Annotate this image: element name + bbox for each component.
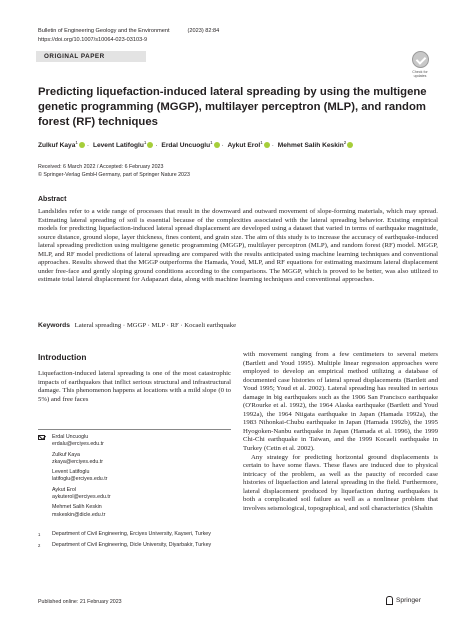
affiliation-number: 1 xyxy=(38,532,41,537)
copyright-line: © Springer-Verlag GmbH Germany, part of Springer Nature 2023 xyxy=(38,172,190,179)
orcid-icon[interactable] xyxy=(79,142,85,148)
publisher-name: Springer xyxy=(396,597,421,604)
contact xyxy=(52,469,111,484)
author-affiliation-ref: 1 xyxy=(75,140,78,145)
check-updates-line2: updates xyxy=(413,74,427,79)
author-separator: · xyxy=(271,142,274,150)
abstract-heading: Abstract xyxy=(38,196,67,203)
contact xyxy=(52,434,111,449)
author[interactable] xyxy=(161,142,219,149)
orcid-icon[interactable] xyxy=(347,142,353,148)
article-title: Predicting liquefaction-induced lateral spreading by using the multigene genetic programming (MGGP), multilayer perceptron (MLP), and random forest (RF) techniques xyxy=(38,86,427,128)
contact-name: Erdal Uncuoglu xyxy=(52,434,89,440)
orcid-icon[interactable] xyxy=(214,142,220,148)
author[interactable] xyxy=(278,142,353,149)
affiliation xyxy=(38,542,231,549)
journal-header xyxy=(38,27,219,44)
keywords xyxy=(38,322,236,329)
author-affiliation-ref: 1 xyxy=(210,140,213,145)
published-online: Published online: 21 February 2023 xyxy=(38,599,122,605)
contact-email[interactable]: aykuterol@erciyes.edu.tr xyxy=(52,494,111,501)
author[interactable] xyxy=(38,142,85,149)
doi-link[interactable]: https://doi.org/10.1007/s10064-023-03103-9 xyxy=(38,36,148,43)
contact xyxy=(52,487,111,502)
introduction-left-text: Liquefaction-induced lateral spreading is one of the most catastrophic impacts of earthquakes that inflict serious structural and infrastructural damage. This phenomenon happens at locations with a mild slope (0 to 5%) and free faces xyxy=(38,370,231,403)
introduction-right-column xyxy=(243,351,438,513)
author-name: Aykut Erol xyxy=(227,142,261,150)
contact-name: Aykut Erol xyxy=(52,486,77,493)
correspondence-block xyxy=(38,434,111,522)
introduction-heading: Introduction xyxy=(38,352,87,362)
paper-type-banner: ORIGINAL PAPER xyxy=(36,51,146,62)
author-name: Levent Latifoglu xyxy=(92,142,144,150)
contact-email[interactable]: latifoglu@erciyes.edu.tr xyxy=(52,476,108,483)
affiliation xyxy=(38,531,231,538)
check-updates-icon xyxy=(412,51,429,68)
contact-email[interactable]: mskeskin@dicle.edu.tr xyxy=(52,511,106,518)
footnote-divider xyxy=(38,429,231,430)
affiliation-text: Department of Civil Engineering, Erciyes University, Kayseri, Turkey xyxy=(52,531,211,537)
contact-name: Mehmet Salih Keskin xyxy=(52,504,102,511)
contact xyxy=(52,452,111,467)
affiliation-text: Department of Civil Engineering, Dicle University, Diyarbakir, Turkey xyxy=(52,542,212,549)
author-name: Mehmet Salih Keskin xyxy=(277,142,344,150)
check-for-updates-badge[interactable] xyxy=(405,51,435,78)
springer-logo-icon xyxy=(386,596,393,605)
keywords-label: Keywords xyxy=(38,322,70,329)
author-separator: · xyxy=(86,142,90,150)
author[interactable] xyxy=(93,142,153,149)
author-affiliation-ref: 1 xyxy=(143,140,147,145)
volume-info: (2023) 82:84 xyxy=(187,28,220,34)
introduction-paragraph-1: with movement ranging from a few centimeters to several meters (Bartlett and Youd 1995). Multiple linear regression approaches were employed to develop an empirical method utilizing a database of documented case histories of lateral spread displacements (Bartlett and Youd 1995; Youd et al. 2002). Lateral spreading has resulted in serious damage in big earthquakes such as the 1906 San Francisco earthquake (O'Rourke et al. 1992), the 1964 Alaska earthquake (Bartlett and Youd 1992a), the 1964 Niigata earthquake in Japan (Hamada 1992a), the 1983 Nihonkai-Chubu earthquake in Japan (Hamada 1992b), the 1995 Hyogoken-Nanbu earthquake in Japan (Hamada et al. 1996), the 1999 Chi-Chi earthquake in Taiwan, and the 1999 Kocaeli earthquake in Turkey (Cetin et al. 2002). xyxy=(243,351,438,453)
orcid-icon[interactable] xyxy=(147,142,153,148)
author-separator: · xyxy=(221,142,224,150)
author-affiliation-ref: 1 xyxy=(260,140,263,145)
article-dates xyxy=(38,163,190,180)
author[interactable] xyxy=(227,142,269,149)
introduction-paragraph-2: Any strategy for predicting horizontal ground displacements is certain to have some flaws. These flaws are induced due to physical intricacy of the problem, as well as the paucity of recorded case histories of liquefaction and lateral spreading in the field. Furthermore, lateral displacement produced by liquefaction during earthquakes is both a complicated soil failure as well as a nonlinear problem that involves seismological, topographical, and soil characteristics (Shahin xyxy=(243,453,438,512)
affiliations xyxy=(38,531,231,553)
contact-name: Levent Latifoglu xyxy=(52,469,90,476)
keywords-list: Lateral spreading · MGGP · MLP · RF · Kocaeli earthquake xyxy=(74,322,237,329)
author-affiliation-ref: 2 xyxy=(343,140,347,145)
author-name: Zulkuf Kaya xyxy=(38,142,76,150)
author-list xyxy=(38,140,448,149)
publisher-mark xyxy=(386,596,421,605)
contact-email[interactable]: zkaya@erciyes.edu.tr xyxy=(52,458,104,465)
orcid-icon[interactable] xyxy=(264,142,270,148)
contact-email[interactable]: erdalu@erciyes.edu.tr xyxy=(52,441,104,448)
envelope-icon xyxy=(38,435,45,440)
contact xyxy=(52,504,111,519)
author-separator: · xyxy=(155,142,158,150)
check-updates-line1: Check for xyxy=(412,70,428,74)
received-accepted: Received: 6 March 2022 / Accepted: 6 February 2023 xyxy=(38,164,164,170)
contact-name: Zulkuf Kaya xyxy=(52,451,80,458)
affiliation-number: 2 xyxy=(38,543,41,549)
abstract-text: Landslides refer to a wide range of processes that result in the downward and outward movement of slope-forming materials, which may spread. Estimating lateral spreading of soil is essential because of the complexities associated with the lateral spreading behavior. Existing empirical models for predicting liquefaction-induced lateral spread displacement are developed using a dataset that varied in terms of earthquake magnitude, source distance, ground slope, layer thickness, fines content, and grain size. The aim of this study is to increase the accuracy of earthquake-induced lateral spreading prediction using multigene genetic programming (MGGP), multilayer perceptron (MLP), and random forest (RF) model. MGGP, MLP, and RF model predictions of lateral spreading are compared with the results anticipated using machine learning techniques and conventional approaches. Results showed that the MGGP outperforms the Hamada, Youd, MLP, and RF equations for estimating maximum lateral displacement under free-face and gently sloping ground conditions according to the comparisons. The MGGP, which is proved to be better, was also utilized to estimate total lateral displacement for Adapazari data, along with machine learning techniques and conventional approaches. xyxy=(38,208,438,284)
journal-name: Bulletin of Engineering Geology and the Environment xyxy=(38,28,170,34)
author-name: Erdal Uncuoglu xyxy=(161,142,211,150)
